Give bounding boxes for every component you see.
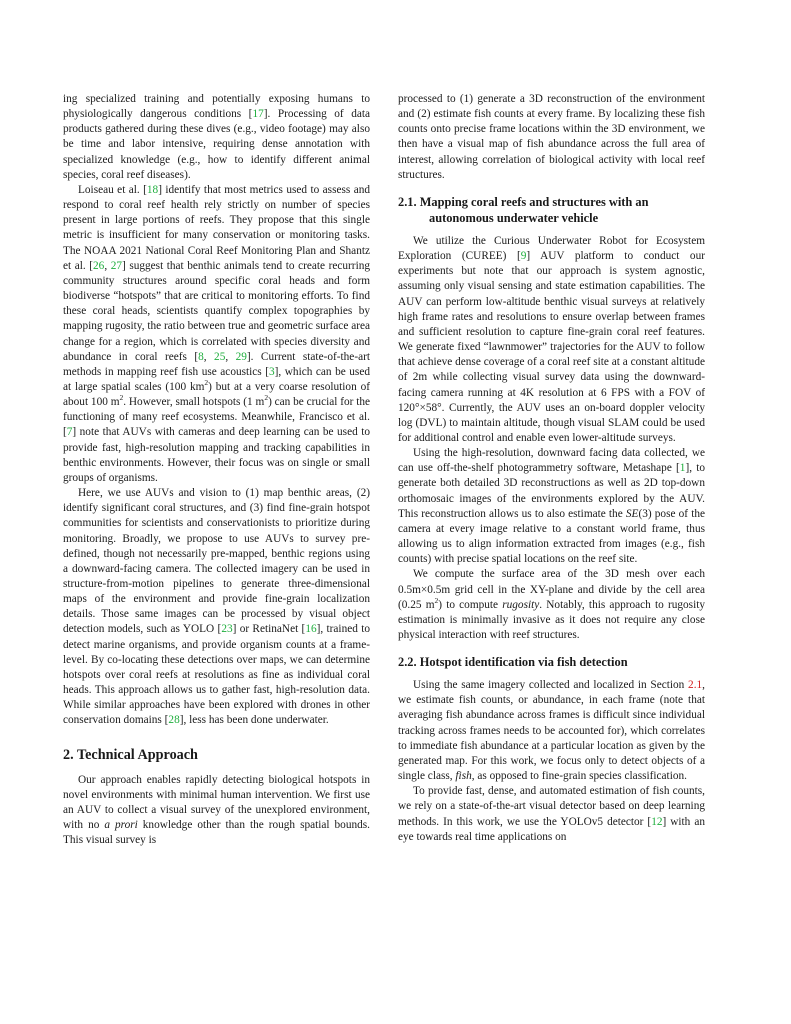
paragraph: Loiseau et al. [18] identify that most metrics used to assess and respond to coral reef health rely strictly on number of species present in large portions of reefs. They propose that this single metric is insufficient for many conservation or monitoring tasks. The NOAA 2021 National Coral Reef Monitoring Plan and Shantz et al. [26, 27] suggest that benthic animals tend to create recurring community structures around specific coral heads and form biodiverse “hotspots” that are critical to monitoring efforts. To find these coral heads, scientists quantify complex topographies by mapping rugosity, the ratio between true and geometric surface area change for a region, which is correlated with species diversity and abundance in coral reefs [8, 25, 29]. Current state-of-the-art methods in mapping reef fish use acoustics [3], which can be used at large spatial scales (100 $km^2$) but at a very coarse resolution of about 100 $m^2$. However, small hotspots (1 $m^2$) can be crucial for the functioning of many reef ecosystems. Meanwhile, Francisco et al. [7] note that AUVs with cameras and deep learning can be used to provide fast, high-resolution mapping and tracking capabilities in benthic environments. However, their focus was on single or small groups of organisms.: [63, 183, 371, 484]
section-heading: 2. Technical Approach: [63, 746, 198, 763]
paragraph: processed to (1) generate a 3D reconstruction of the environment and (2) estimate fish counts at every frame. By localizing these fish counts onto precise frame locations within the 3D environment, we then have a visual map of fish abundance across the full area of interest, allowing correlation of biological activity with local reef structures.: [398, 93, 705, 181]
citation-link[interactable]: 3: [269, 365, 275, 378]
paragraph: Our approach enables rapidly detecting biological hotspots in novel environments with minimal human intervention. We first use an AUV to collect a visual survey of the unexplored environment, with no a prori knowledge other than the rough spatial bounds. This visual survey is: [63, 773, 370, 847]
citation-link[interactable]: 27: [110, 259, 122, 272]
citation-link[interactable]: 26: [93, 259, 105, 272]
math-inline: SE: [625, 507, 639, 520]
citation-link[interactable]: 17: [252, 108, 264, 121]
citation-link[interactable]: 29: [235, 350, 247, 363]
paragraph: Using the same imagery collected and localized in Section 2.1, we estimate fish counts, or abundance, in each frame (note that averaging fish abundance across frames is difficult since individual tracking across frames needs to be accounted for), which correlates to immediate fish abundance at a particular location as given by the generated map. For this work, we focus only to detect objects of a single class, fish, as opposed to fine-grain species classification.: [398, 679, 705, 783]
citation-link[interactable]: 25: [214, 350, 226, 363]
citation-link[interactable]: 12: [651, 815, 663, 828]
paragraph: We utilize the Curious Underwater Robot for Ecosystem Exploration (CUREE) [9] AUV platform to conduct our experiments but note that our approach is system agnostic, assuming only visual sensing and state estimation capabilities. The AUV can perform low-altitude benthic visual surveys at relatively high frame rates and resolutions to ensure overlap between frames and sufficient resolution to capture fine-grain coral reef features. We generate fixed “lawnmower” trajectories for the AUV to follow that achieve dense coverage of a coral reef site at a constant altitude of 2m while collecting visual survey data using the downward-facing camera running at 4K resolution at 6 FPS with a FOV of 120°×58°. Currently, the AUV uses an on-board doppler velocity log (DVL) to maintain altitude, though visual SLAM could be used for additional control and enable even lower-altitude surveys.: [398, 234, 705, 444]
left-column: [63, 92, 370, 848]
citation-link[interactable]: 16: [305, 623, 317, 636]
subsection-heading: 2.1. Mapping coral reefs and structures with an autonomous underwater vehicle: [398, 194, 649, 225]
paragraph: Using the high-resolution, downward facing data collected, we can use off-the-shelf photogrammetry software, Metashape [1], to generate both detailed 3D reconstructions as well as 2D top-down orthomosaic images of the environments explored by the AUV. This reconstruction allows us to also estimate the SE(3) pose of the camera at every image relative to a constant world frame, thus allowing us to align information extracted from images (e.g., fish counts) with precise spatial locations on the reef site.: [398, 447, 706, 566]
citation-link[interactable]: 28: [168, 714, 180, 727]
paragraph: We compute the surface area of the 3D mesh over each 0.5m×0.5m grid cell in the XY-plane and divide by the cell area (0.25 $m^2$) to compute rugosity. Notably, this approach to rugosity estimation is minimally invasive as it does not require any close physical interaction with reef structures.: [398, 568, 705, 641]
paragraph: Here, we use AUVs and vision to (1) map benthic areas, (2) identify significant coral structures, and (3) find fine-grain hotspot communities for scientists and conservationists to prioritize during monitoring. Broadly, we propose to use AUVs to survey pre-defined, though not necessarily pre-mapped, benthic regions using a downward-facing camera. The collected imagery can be used in structure-from-motion pipelines to generate three-dimensional maps of the environment and provide fine-grain localization details. Those same images can be processed by visual object detection models, such as YOLO [23] or RetinaNet [16], trained to detect marine organisms, and provide organism counts at a frame-level. By co-locating these detections over maps, we can determine hotspots over coral reefs at resolutions as fine as individual coral heads. This approach allows us to gather fast, high-resolution data. While similar approaches have been explored with drones in other conservation domains [28], less has been done underwater.: [63, 487, 370, 727]
subsection-heading: 2.2. Hotspot identification via fish detection: [398, 655, 628, 670]
citation-link[interactable]: 18: [146, 183, 159, 196]
paragraph: To provide fast, dense, and automated estimation of fish counts, we rely on a state-of-the-art visual detector based on deep learning methods. In this work, we use the YOLOv5 detector [12] with an eye towards real time applications on: [398, 785, 705, 843]
citation-link[interactable]: 7: [66, 426, 73, 439]
paragraph: ing specialized training and potentially exposing humans to physiologically dangerous conditions [17]. Processing of data products gathered during these dives (e.g., video footage) may also be time and labor intensive, requiring dense annotation with specialized knowledge (e.g., how to identify different animal species, coral reef diseases).: [63, 93, 371, 181]
right-column: [398, 92, 705, 845]
citation-link[interactable]: 23: [221, 623, 233, 636]
citation-link[interactable]: 9: [520, 250, 527, 263]
citation-link[interactable]: 1: [679, 462, 686, 475]
section-ref-link[interactable]: 2.1: [688, 679, 703, 692]
citation-link[interactable]: 8: [198, 350, 204, 363]
